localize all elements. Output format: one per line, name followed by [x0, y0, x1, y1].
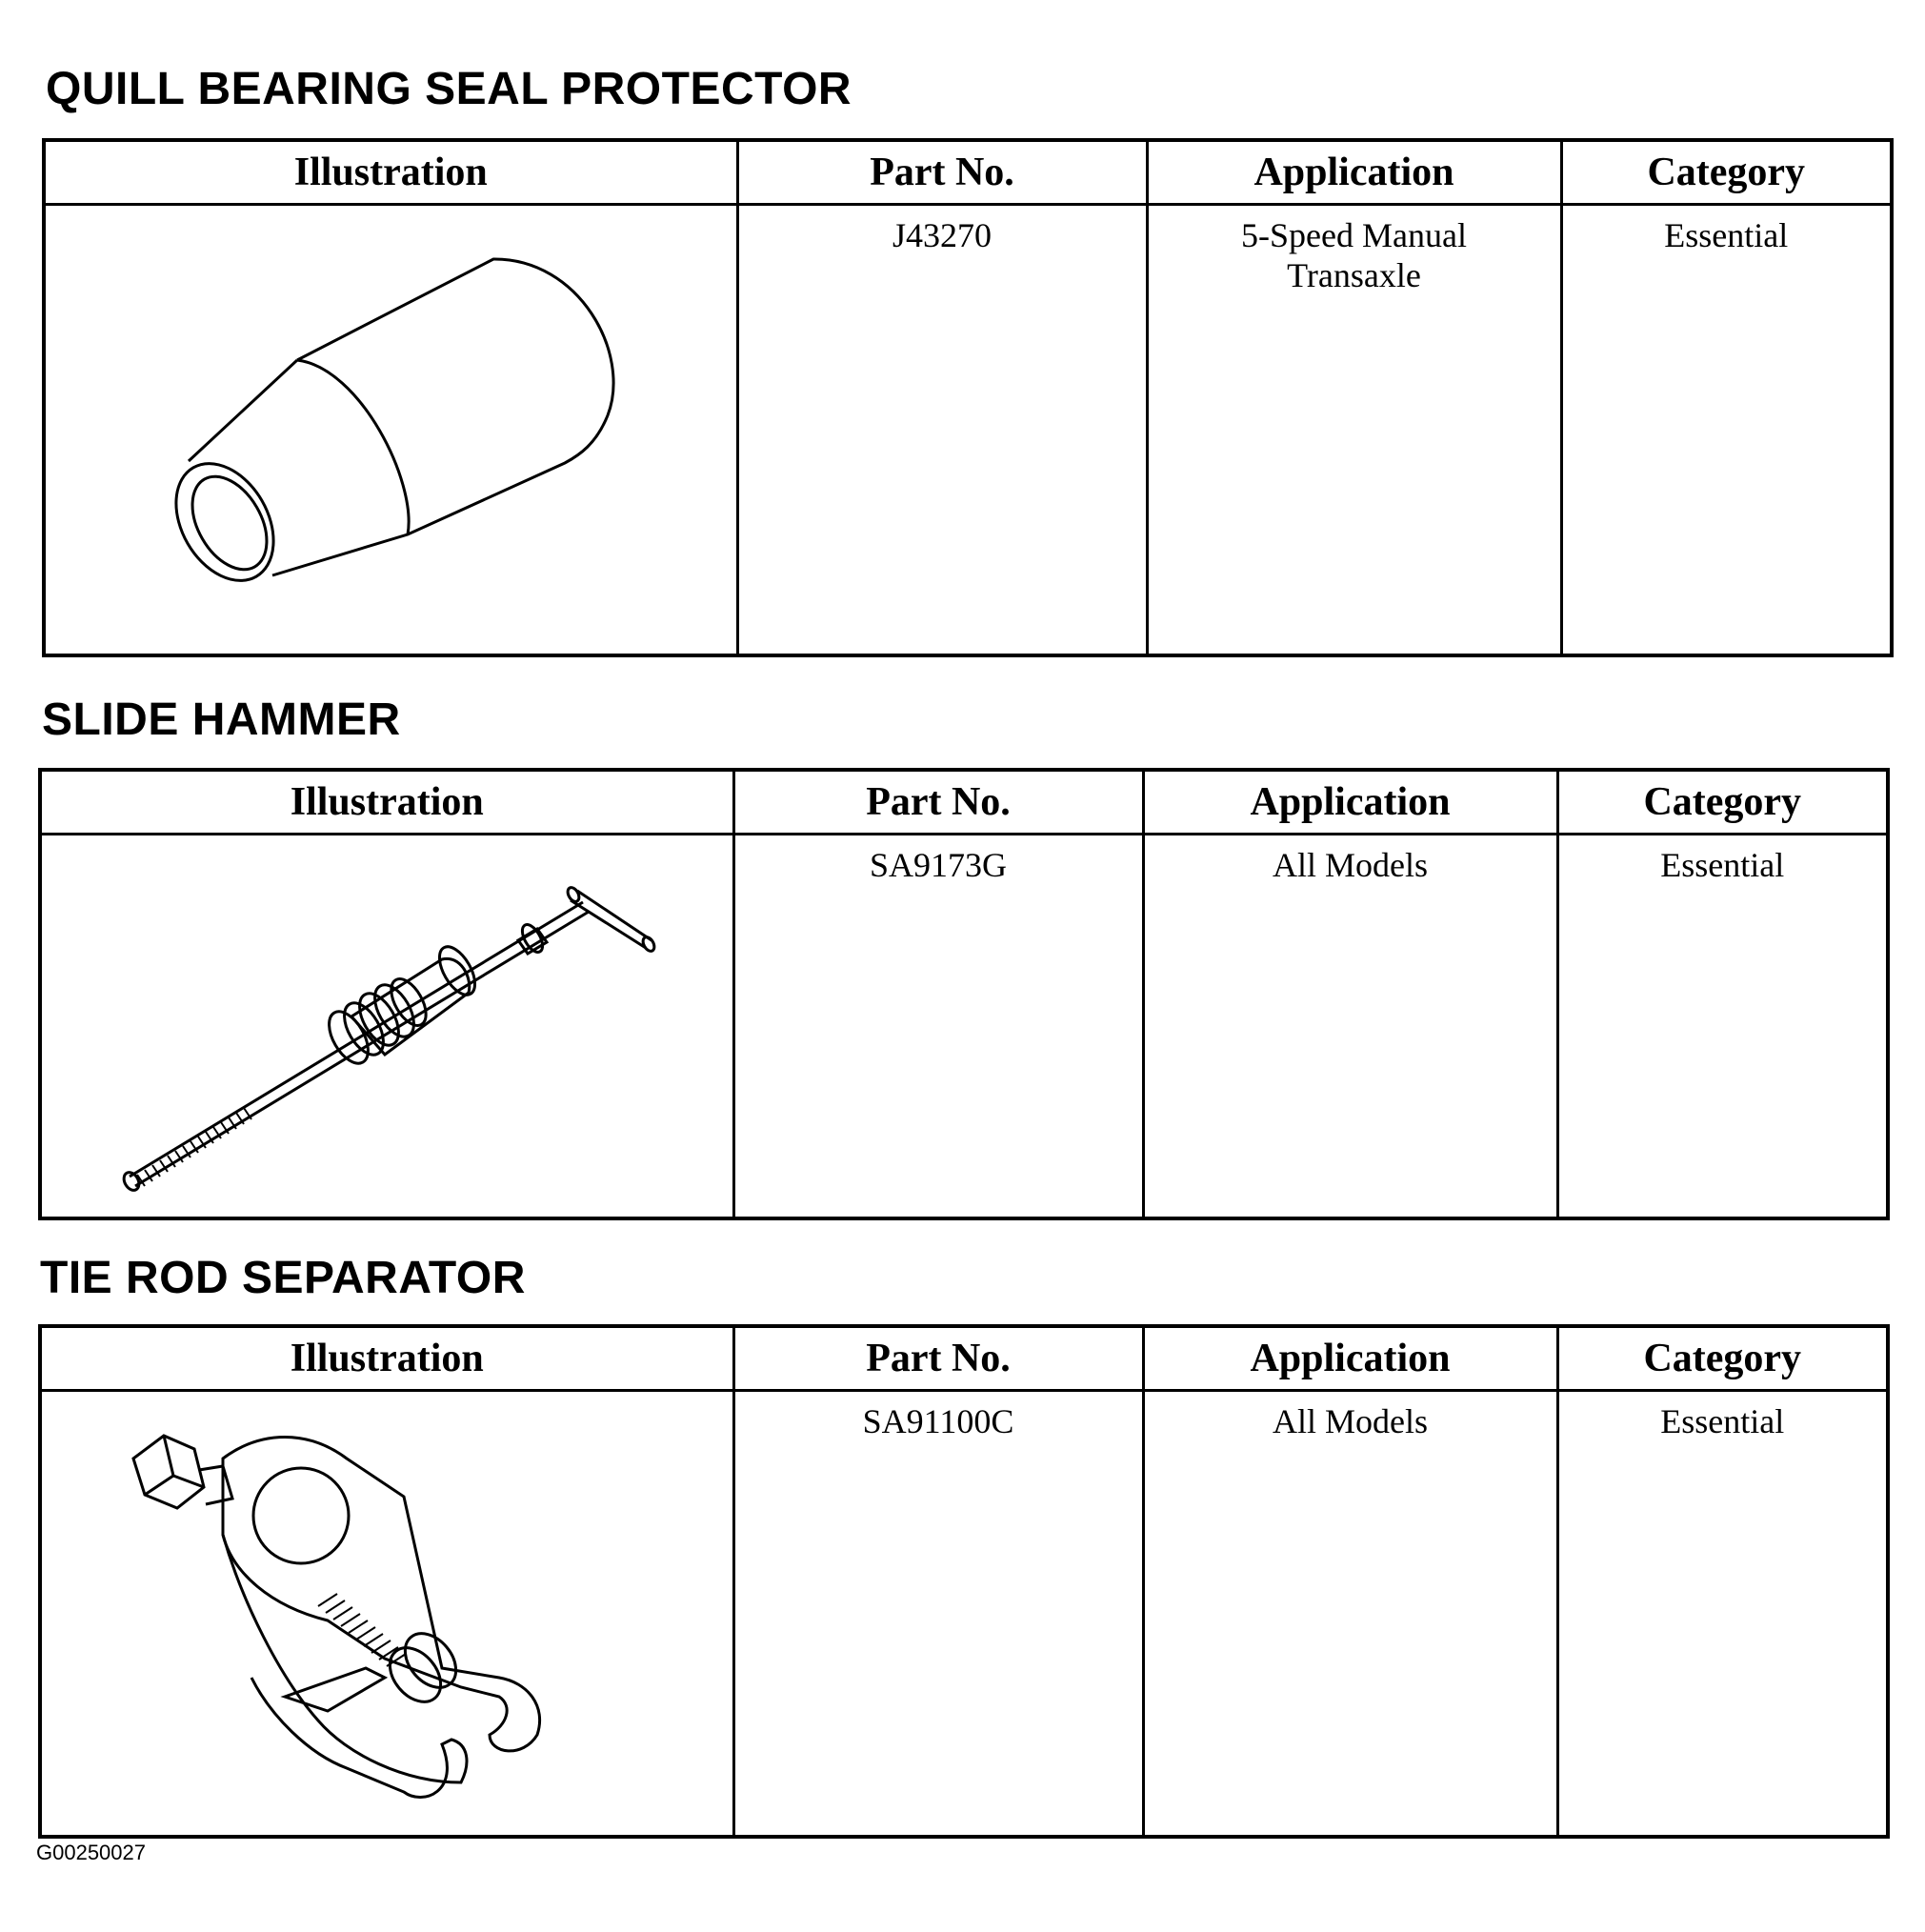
tool-table-slide-hammer	[38, 768, 1890, 1220]
category-cell	[1557, 835, 1888, 1219]
header-part-no: Part No.	[737, 140, 1147, 205]
table-header-row	[44, 140, 1892, 205]
application-cell	[1143, 1391, 1557, 1838]
tool-table-quill-bearing-seal-protector	[42, 138, 1894, 657]
header-illustration: Illustration	[40, 1326, 733, 1391]
header-illustration: Illustration	[40, 770, 733, 835]
section-title-tie-rod-separator: TIE ROD SEPARATOR	[40, 1253, 526, 1303]
part-number-cell	[733, 835, 1143, 1219]
header-illustration: Illustration	[44, 140, 737, 205]
part-number: J43270	[892, 216, 992, 254]
category-cell	[1557, 1391, 1888, 1838]
header-application: Application	[1143, 1326, 1557, 1391]
application-line: 5-Speed Manual	[1241, 216, 1467, 254]
table-row	[40, 1391, 1888, 1838]
header-category: Category	[1557, 1326, 1888, 1391]
part-number-cell	[737, 205, 1147, 656]
table-row	[40, 835, 1888, 1219]
section-title-quill-bearing-seal-protector: QUILL BEARING SEAL PROTECTOR	[46, 64, 852, 114]
part-number: SA91100C	[862, 1402, 1014, 1440]
illustration-cell	[44, 205, 737, 656]
table-header-row	[40, 1326, 1888, 1391]
application-text	[1149, 206, 1560, 295]
illustration-cell	[40, 1391, 733, 1838]
part-number-cell	[733, 1391, 1143, 1838]
figure-code: G00250027	[36, 1841, 146, 1864]
category: Essential	[1664, 216, 1789, 254]
table-header-row	[40, 770, 1888, 835]
category: Essential	[1660, 1402, 1785, 1440]
application-text: All Models	[1272, 1402, 1428, 1440]
tool-table-tie-rod-separator	[38, 1324, 1890, 1839]
application-line: Transaxle	[1287, 256, 1421, 294]
part-number: SA9173G	[869, 846, 1008, 884]
slide-hammer-icon	[42, 835, 732, 1217]
table-row	[44, 205, 1892, 656]
category-cell	[1561, 205, 1892, 656]
header-application: Application	[1143, 770, 1557, 835]
header-category: Category	[1557, 770, 1888, 835]
tie-rod-separator-icon	[42, 1392, 732, 1835]
illustration-cell	[40, 835, 733, 1219]
category: Essential	[1660, 846, 1785, 884]
section-title-slide-hammer: SLIDE HAMMER	[42, 694, 401, 745]
header-part-no: Part No.	[733, 1326, 1143, 1391]
quill-bearing-seal-protector-icon	[46, 206, 735, 654]
header-part-no: Part No.	[733, 770, 1143, 835]
header-category: Category	[1561, 140, 1892, 205]
application-cell	[1143, 835, 1557, 1219]
application-cell	[1147, 205, 1561, 656]
header-application: Application	[1147, 140, 1561, 205]
application-text: All Models	[1272, 846, 1428, 884]
